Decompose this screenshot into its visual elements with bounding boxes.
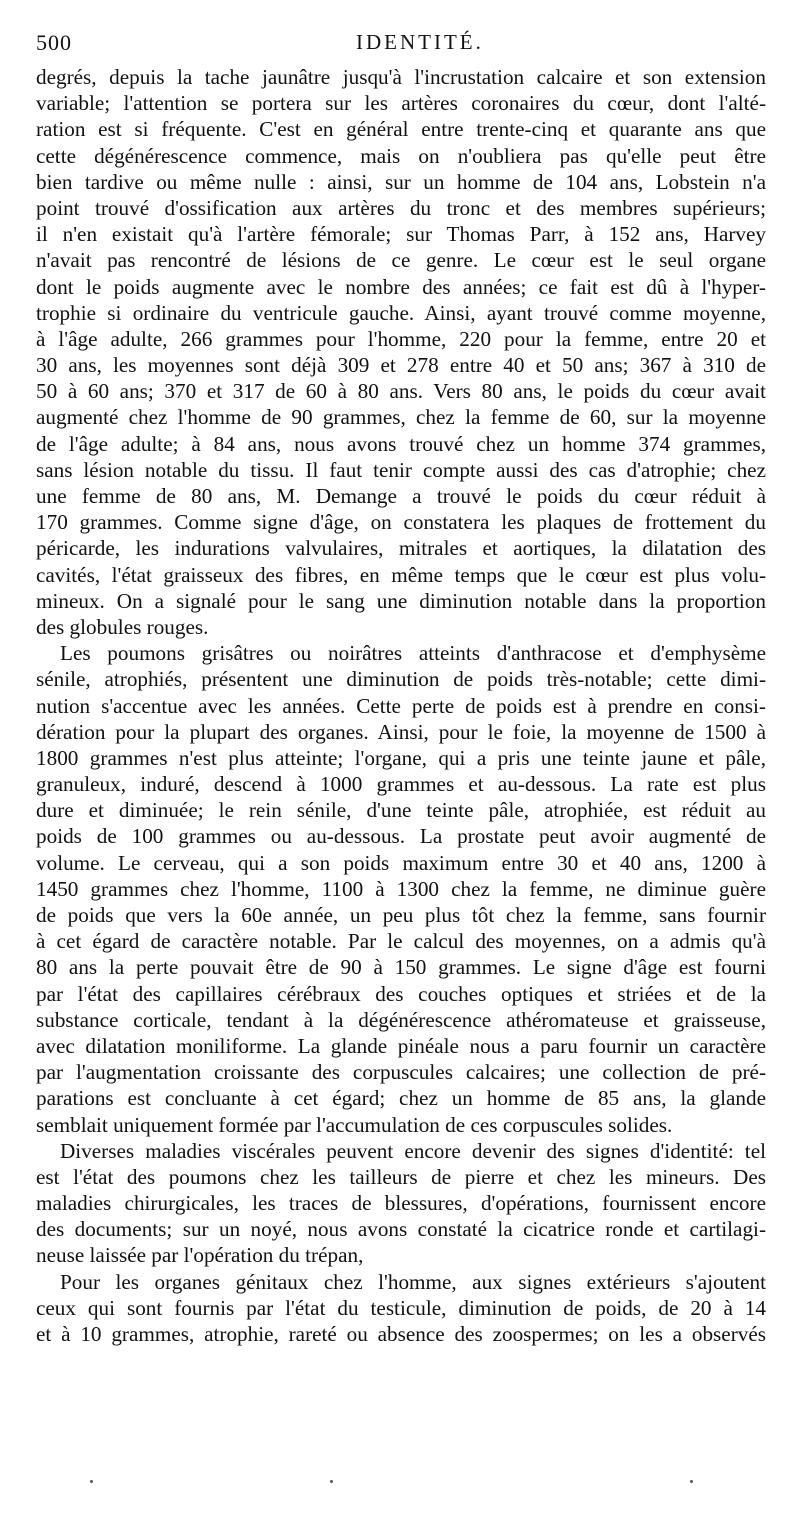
text-line: point trouvé d'ossification aux artères du tronc et des membres supérieurs; bbox=[36, 195, 766, 220]
text-line: volume. Le cerveau, qui a son poids maximum entre 30 et 40 ans, 1200 à bbox=[36, 850, 766, 875]
text-line: à cet égard de caractère notable. Par le calcul des moyennes, on a admis qu'à bbox=[36, 929, 766, 954]
text-line: variable; l'attention se portera sur les artères coronaires du cœur, dont l'alté- bbox=[36, 91, 766, 116]
text-line: par l'état des capillaires cérébraux des couches optiques et striées et de la bbox=[36, 981, 766, 1006]
text-line: de poids que vers la 60e année, un peu plus tôt chez la femme, sans fournir bbox=[36, 903, 766, 927]
text-line: Diverses maladies viscérales peuvent encore devenir des signes d'identité: tel bbox=[60, 1138, 766, 1163]
text-line: sénile, atrophiés, présentent une diminution de poids très-notable; cette dimi- bbox=[36, 667, 766, 692]
text-line: 80 ans la perte pouvait être de 90 à 150 grammes. Le signe d'âge est fourni bbox=[36, 955, 766, 980]
paragraph-2 bbox=[36, 640, 766, 1138]
text-line: mineux. On a signalé pour le sang une diminution notable dans la proportion bbox=[36, 588, 766, 613]
running-head bbox=[36, 30, 766, 58]
text-line: semblait uniquement formée par l'accumulation de ces corpuscules solides. bbox=[36, 1112, 673, 1137]
text-line: des documents; sur un noyé, nous avons constaté la cicatrice ronde et cartilagi- bbox=[36, 1217, 766, 1242]
text-line: avec dilatation moniliforme. La glande pinéale nous a paru fournir un caractère bbox=[36, 1033, 766, 1058]
text-line: à l'âge adulte, 266 grammes pour l'homme, 220 pour la femme, entre 20 et bbox=[36, 326, 766, 351]
text-line: péricarde, les indurations valvulaires, mitrales et aortiques, la dilatation des bbox=[36, 536, 766, 561]
page-number: 500 bbox=[36, 30, 72, 55]
speck bbox=[90, 1480, 93, 1483]
text-line: il n'en existait qu'à l'artère fémorale; sur Thomas Parr, à 152 ans, Harvey bbox=[36, 222, 766, 247]
text-line: 50 à 60 ans; 370 et 317 de 60 à 80 ans. Vers 80 ans, le poids du cœur avait bbox=[36, 379, 766, 404]
paragraph-4 bbox=[36, 1269, 766, 1348]
text-line: n'avait pas rencontré de lésions de ce genre. Le cœur est le seul organe bbox=[36, 248, 766, 273]
text-line: une femme de 80 ans, M. Demange a trouvé le poids du cœur réduit à bbox=[36, 484, 766, 508]
text-line: bien tardive ou même nulle : ainsi, sur un homme de 104 ans, Lobstein n'a bbox=[36, 169, 766, 194]
text-line: substance corticale, tendant à la dégénérescence athéromateuse et graisseuse, bbox=[36, 1007, 766, 1032]
text-line: de l'âge adulte; à 84 ans, nous avons trouvé chez un homme 374 grammes, bbox=[36, 431, 766, 456]
speck bbox=[330, 1480, 333, 1483]
text-line: des globules rouges. bbox=[36, 614, 209, 639]
text-line: et à 10 grammes, atrophie, rareté ou absence des zoospermes; on les a observés bbox=[36, 1322, 766, 1346]
body-text bbox=[36, 64, 766, 1347]
text-line: est l'état des poumons chez les tailleurs de pierre et chez les mineurs. Des bbox=[36, 1164, 766, 1189]
text-line: cavités, l'état graisseux des fibres, en même temps que le cœur est plus volu- bbox=[36, 562, 766, 587]
text-line: 1800 grammes n'est plus atteinte; l'organe, qui a pris une teinte jaune et pâle, bbox=[36, 745, 766, 770]
text-line: trophie si ordinaire du ventricule gauche. Ainsi, ayant trouvé comme moyenne, bbox=[36, 300, 766, 325]
paragraph-1 bbox=[36, 64, 766, 640]
text-line: augmenté chez l'homme de 90 grammes, chez la femme de 60, sur la moyenne bbox=[36, 405, 766, 430]
page-bottom-specks bbox=[90, 1480, 710, 1484]
text-line: neuse laissée par l'opération du trépan, bbox=[36, 1243, 364, 1268]
text-line: Les poumons grisâtres ou noirâtres atteints d'anthracose et d'emphysème bbox=[60, 641, 766, 666]
text-line: dont le poids augmente avec le nombre des années; ce fait est dû à l'hyper- bbox=[36, 274, 766, 299]
text-line: cette dégénérescence commence, mais on n'oubliera pas qu'elle peut être bbox=[36, 143, 766, 168]
running-title: IDENTITÉ. bbox=[356, 30, 484, 54]
text-line: nution s'accentue avec les années. Cette perte de poids est à prendre en consi- bbox=[36, 693, 766, 718]
text-line: ration est si fréquente. C'est en général entre trente-cinq et quarante ans que bbox=[36, 117, 766, 142]
text-line: parations est concluante à cet égard; chez un homme de 85 ans, la glande bbox=[36, 1086, 766, 1111]
text-line: Pour les organes génitaux chez l'homme, aux signes extérieurs s'ajoutent bbox=[60, 1269, 766, 1294]
text-line: 170 grammes. Comme signe d'âge, on constatera les plaques de frottement du bbox=[36, 510, 766, 535]
text-line: 30 ans, les moyennes sont déjà 309 et 278 entre 40 et 50 ans; 367 à 310 de bbox=[36, 353, 766, 378]
text-line: granuleux, induré, descend à 1000 grammes et au-dessous. La rate est plus bbox=[36, 772, 766, 797]
text-line: maladies chirurgicales, les traces de blessures, d'opérations, fournissent encore bbox=[36, 1191, 766, 1216]
text-line: dération pour la plupart des organes. Ainsi, pour le foie, la moyenne de 1500 à bbox=[36, 719, 766, 744]
text-line: 1450 grammes chez l'homme, 1100 à 1300 chez la femme, ne diminue guère bbox=[36, 876, 766, 901]
text-line: ceux qui sont fournis par l'état du testicule, diminution de poids, de 20 à 14 bbox=[36, 1295, 766, 1320]
text-line: sans lésion notable du tissu. Il faut tenir compte aussi des cas d'atrophie; chez bbox=[36, 457, 766, 482]
text-line: dure et diminuée; le rein sénile, d'une teinte pâle, atrophiée, est réduit au bbox=[36, 798, 766, 823]
paragraph-3 bbox=[36, 1138, 766, 1269]
speck bbox=[690, 1480, 693, 1483]
text-line: poids de 100 grammes ou au-dessous. La prostate peut avoir augmenté de bbox=[36, 824, 766, 849]
text-line: degrés, depuis la tache jaunâtre jusqu'à l'incrustation calcaire et son extension bbox=[36, 65, 766, 89]
text-line: par l'augmentation croissante des corpuscules calcaires; une collection de pré- bbox=[36, 1060, 766, 1085]
